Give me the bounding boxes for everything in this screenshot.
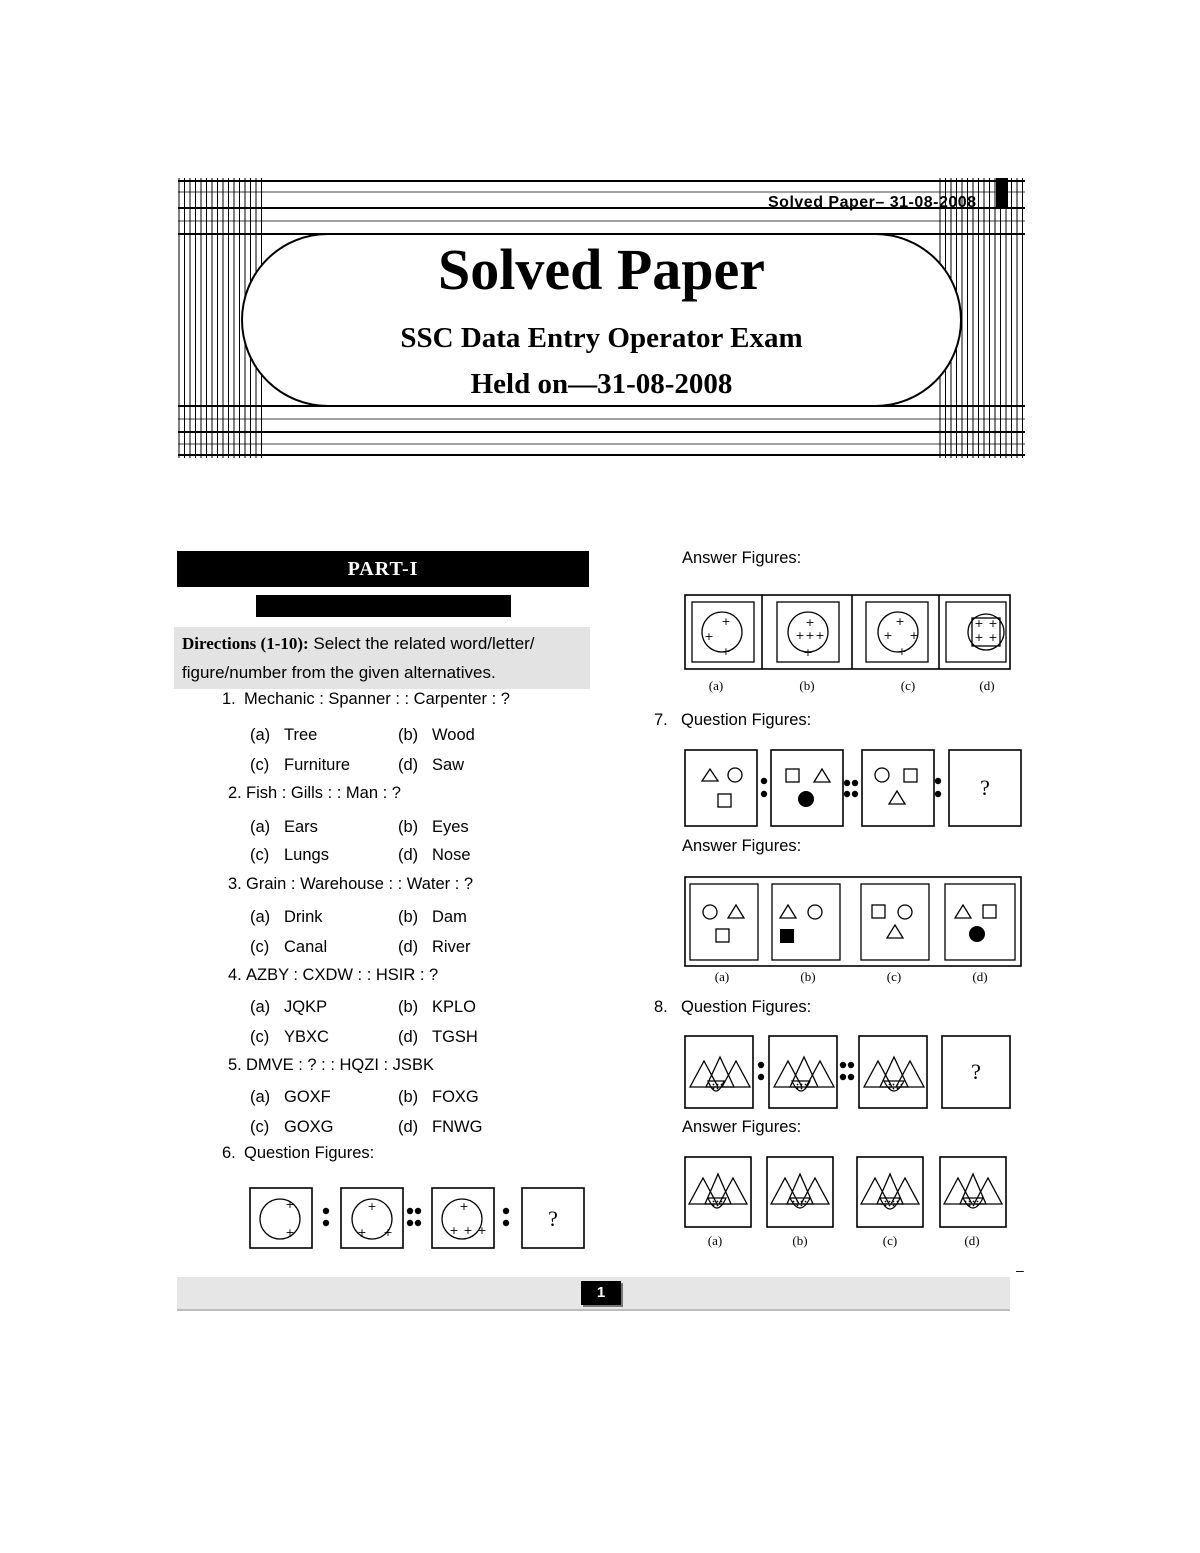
- option-label-a: (a): [707, 1233, 723, 1248]
- square-shape: [872, 905, 885, 918]
- option-letter: (d): [398, 846, 419, 864]
- question-text: DMVE : ? : : HQZI : JSBK: [246, 1056, 434, 1074]
- question-number: 3.: [228, 875, 242, 893]
- square-shape: [904, 769, 917, 782]
- ratio-dot: [503, 1220, 509, 1226]
- option-letter: (c): [250, 1118, 270, 1136]
- q8-question-figures: [684, 1035, 1014, 1111]
- running-head: Solved Paper– 31-08-2008: [768, 194, 977, 211]
- option[interactable]: [398, 1088, 479, 1107]
- option-letter: (b): [398, 818, 419, 836]
- question-text: AZBY : CXDW : : HSIR : ?: [246, 966, 439, 984]
- option-text: FNWG: [432, 1118, 483, 1136]
- plus-mark: +: [909, 629, 919, 642]
- ratio-dot: [761, 778, 767, 784]
- figure-frame: [685, 1036, 753, 1108]
- filled-circle-shape: [798, 791, 814, 807]
- figure-frame: [685, 750, 757, 826]
- plus-mark: +: [988, 617, 998, 630]
- answer-figures-label: Answer Figures:: [682, 1118, 802, 1136]
- option[interactable]: [398, 998, 476, 1017]
- section-underbar: [256, 595, 511, 617]
- option[interactable]: [250, 938, 327, 957]
- circle-shape: [808, 905, 822, 919]
- figure-frame: [690, 884, 758, 960]
- unknown-figure: ?: [971, 1059, 981, 1084]
- question-2: [228, 784, 401, 803]
- ratio-dot: [415, 1220, 421, 1226]
- answer-strip-frame: [685, 595, 1010, 669]
- plus-mark: +: [383, 1226, 393, 1239]
- question-text: Mechanic : Spanner : : Carpenter : ?: [244, 690, 510, 708]
- option-label-a: (a): [714, 969, 730, 984]
- question-text: Fish : Gills : : Man : ?: [246, 784, 401, 802]
- option-text: Wood: [432, 726, 475, 744]
- corner-mark: [996, 178, 1008, 208]
- option[interactable]: [250, 998, 327, 1017]
- figure-frame: [859, 1036, 927, 1108]
- option-text: TGSH: [432, 1028, 478, 1046]
- circle-shape: [728, 768, 742, 782]
- ratio-dot: [415, 1208, 421, 1214]
- option-text: KPLO: [432, 998, 477, 1016]
- option-label-b: (b): [792, 1233, 808, 1248]
- option-letter: (d): [398, 1118, 419, 1136]
- filled-square-shape: [780, 929, 794, 943]
- option-letter: (d): [398, 1028, 419, 1046]
- plus-mark: +: [459, 1200, 469, 1213]
- question-text: Question Figures:: [681, 711, 812, 729]
- question-5: [228, 1056, 434, 1075]
- question-text: Question Figures:: [681, 998, 812, 1016]
- option-text: River: [432, 938, 471, 956]
- plus-mark: +: [805, 616, 815, 629]
- question-number: 4.: [228, 966, 242, 984]
- option[interactable]: [398, 846, 471, 865]
- ratio-dot: [935, 791, 941, 797]
- option-text: Saw: [432, 756, 465, 774]
- option-text: Eyes: [432, 818, 469, 836]
- ratio-dot: [935, 778, 941, 784]
- option-text: JQKP: [284, 998, 328, 1016]
- option-letter: (b): [398, 998, 419, 1016]
- plus-mark: +: [883, 629, 893, 642]
- question-text: Grain : Warehouse : : Water : ?: [246, 875, 474, 893]
- plus-mark: +: [721, 615, 731, 628]
- plus-mark: +: [815, 629, 825, 642]
- option-letter: (b): [398, 726, 419, 744]
- plus-mark: +: [285, 1198, 295, 1211]
- ratio-dot: [407, 1208, 413, 1214]
- option-letter: (c): [250, 938, 270, 956]
- plus-mark: +: [285, 1226, 295, 1239]
- page-number: 1: [581, 1281, 621, 1305]
- q8-answer-figures[interactable]: [684, 1156, 1014, 1252]
- triangle-shape: [728, 905, 744, 918]
- header-banner: [178, 178, 1025, 458]
- plus-mark: +: [795, 629, 805, 642]
- option-text: Drink: [284, 908, 323, 926]
- plus-mark: +: [449, 1224, 459, 1237]
- square-shape: [983, 905, 996, 918]
- question-number: 8.: [654, 998, 668, 1016]
- page-title: Solved Paper: [437, 237, 766, 302]
- banner-frame: [178, 178, 1025, 458]
- triangle-shape: [889, 791, 905, 804]
- directions-box: [174, 627, 590, 689]
- triangle-shape: [955, 905, 971, 918]
- option-letter: (a): [250, 998, 271, 1016]
- ratio-dot: [503, 1208, 509, 1214]
- option-letter: (c): [250, 756, 270, 774]
- option-letter: (a): [250, 908, 271, 926]
- triangle-cluster-figure: [864, 1057, 924, 1091]
- ratio-dot: [758, 1062, 764, 1068]
- option-letter: (a): [250, 726, 271, 744]
- option[interactable]: [398, 756, 464, 775]
- plus-mark: +: [897, 645, 907, 658]
- figure-frame: [769, 1036, 837, 1108]
- circle-shape: [968, 614, 1004, 650]
- triangle-cluster-figure: [774, 1057, 834, 1091]
- directions-lead: Directions (1-10):: [182, 634, 309, 653]
- option-text: Lungs: [284, 846, 329, 864]
- plus-mark: +: [805, 629, 815, 642]
- option-label-b: (b): [800, 969, 816, 984]
- option-text: Tree: [284, 726, 318, 744]
- question-3: [228, 875, 473, 894]
- question-number: 1.: [222, 690, 236, 708]
- question-text: Question Figures:: [244, 1144, 375, 1162]
- plus-mark: +: [477, 1224, 487, 1237]
- option[interactable]: [398, 908, 467, 927]
- q6-answer-figures[interactable]: [684, 594, 1014, 694]
- option[interactable]: [250, 1118, 334, 1137]
- plus-mark: +: [988, 631, 998, 644]
- option-text: GOXG: [284, 1118, 334, 1136]
- plus-mark: +: [974, 631, 984, 644]
- answer-figures-label: Answer Figures:: [682, 837, 802, 855]
- plus-mark: +: [721, 645, 731, 658]
- option-text: Furniture: [284, 756, 351, 774]
- option-text: Dam: [432, 908, 467, 926]
- option-label-c: (c): [882, 1233, 898, 1248]
- option[interactable]: [398, 1028, 478, 1047]
- option-text: Canal: [284, 938, 328, 956]
- figure-frame: [772, 884, 840, 960]
- option-letter: (c): [250, 1028, 270, 1046]
- circle-shape: [703, 905, 717, 919]
- option-letter: (d): [398, 756, 419, 774]
- exam-date: Held on—31-08-2008: [470, 368, 733, 400]
- plus-mark: +: [895, 615, 905, 628]
- figure-frame: [945, 884, 1015, 960]
- figure-frame: [862, 750, 934, 826]
- filled-circle-shape: [969, 926, 985, 942]
- directions-text: Select the related word/letter/ figure/number from the given alternatives.: [182, 634, 535, 682]
- triangle-shape: [780, 905, 796, 918]
- triangle-cluster-figure: [689, 1174, 747, 1208]
- ratio-dot: [852, 791, 858, 797]
- ratio-dot: [323, 1220, 329, 1226]
- triangle-shape: [887, 925, 903, 938]
- triangle-cluster-figure: [771, 1174, 829, 1208]
- option-text: Ears: [284, 818, 318, 836]
- plus-mark: +: [974, 617, 984, 630]
- plus-mark: +: [367, 1200, 377, 1213]
- ratio-dot: [758, 1074, 764, 1080]
- option-label-b: (b): [799, 678, 815, 693]
- option[interactable]: [250, 1028, 329, 1047]
- triangle-shape: [702, 769, 718, 781]
- question-1: [222, 690, 510, 709]
- triangle-cluster-figure: [861, 1174, 919, 1209]
- square-shape: [716, 929, 729, 942]
- option[interactable]: [250, 818, 318, 837]
- q6-question-figures: [248, 1186, 588, 1252]
- plus-mark: +: [704, 630, 714, 643]
- q7-answer-figures[interactable]: [684, 876, 1024, 988]
- option-text: Nose: [432, 846, 471, 864]
- trailing-mark: –: [1016, 1262, 1024, 1278]
- option[interactable]: [250, 726, 317, 745]
- option[interactable]: [250, 756, 350, 775]
- triangle-shape: [814, 769, 830, 782]
- option[interactable]: [398, 938, 471, 957]
- option-label-d: (d): [979, 678, 995, 693]
- ratio-dot: [844, 780, 850, 786]
- option-label-d: (d): [972, 969, 988, 984]
- plus-mark: +: [357, 1226, 367, 1239]
- option-letter: (b): [398, 908, 419, 926]
- option-text: GOXF: [284, 1088, 331, 1106]
- option-label-c: (c): [886, 969, 902, 984]
- question-8: [654, 998, 811, 1017]
- question-4: [228, 966, 438, 985]
- option-text: YBXC: [284, 1028, 329, 1046]
- question-number: 6.: [222, 1144, 236, 1162]
- plus-mark: +: [803, 646, 813, 659]
- option-label-d: (d): [964, 1233, 980, 1248]
- option[interactable]: [250, 908, 323, 927]
- ratio-dot: [840, 1062, 846, 1068]
- option-letter: (c): [250, 846, 270, 864]
- ratio-dot: [848, 1074, 854, 1080]
- option-letter: (b): [398, 1088, 419, 1106]
- option[interactable]: [398, 1118, 482, 1137]
- option-text: FOXG: [432, 1088, 479, 1106]
- q7-question-figures: [684, 749, 1024, 829]
- square-shape: [718, 794, 731, 807]
- plus-mark: +: [463, 1224, 473, 1237]
- ratio-dot: [848, 1062, 854, 1068]
- option[interactable]: [250, 1088, 331, 1107]
- figure-frame: [861, 884, 929, 960]
- option[interactable]: [398, 818, 469, 837]
- question-number: 5.: [228, 1056, 242, 1074]
- question-number: 2.: [228, 784, 242, 802]
- circle-shape: [875, 768, 889, 782]
- triangle-cluster-figure: [944, 1174, 1002, 1208]
- option-letter: (a): [250, 818, 271, 836]
- option-label-c: (c): [900, 678, 916, 693]
- square-shape: [786, 769, 799, 782]
- circle-shape: [898, 905, 912, 919]
- answer-strip-frame: [685, 877, 1021, 966]
- unknown-figure: ?: [548, 1206, 558, 1231]
- option-label-a: (a): [708, 678, 724, 693]
- answer-figures-label: Answer Figures:: [682, 549, 802, 567]
- option[interactable]: [398, 726, 475, 745]
- ratio-dot: [761, 791, 767, 797]
- question-number: 7.: [654, 711, 668, 729]
- ratio-dot: [840, 1074, 846, 1080]
- question-6: [222, 1144, 374, 1163]
- option-letter: (d): [398, 938, 419, 956]
- unknown-figure: ?: [980, 775, 990, 800]
- question-7: [654, 711, 811, 730]
- section-heading: PART-I: [177, 551, 589, 587]
- exam-name: SSC Data Entry Operator Exam: [400, 322, 803, 354]
- ratio-dot: [844, 791, 850, 797]
- ratio-dot: [323, 1208, 329, 1214]
- option[interactable]: [250, 846, 329, 865]
- triangle-cluster-figure: [690, 1057, 750, 1091]
- ratio-dot: [407, 1220, 413, 1226]
- ratio-dot: [852, 780, 858, 786]
- option-letter: (a): [250, 1088, 271, 1106]
- figure-frame: [771, 750, 843, 826]
